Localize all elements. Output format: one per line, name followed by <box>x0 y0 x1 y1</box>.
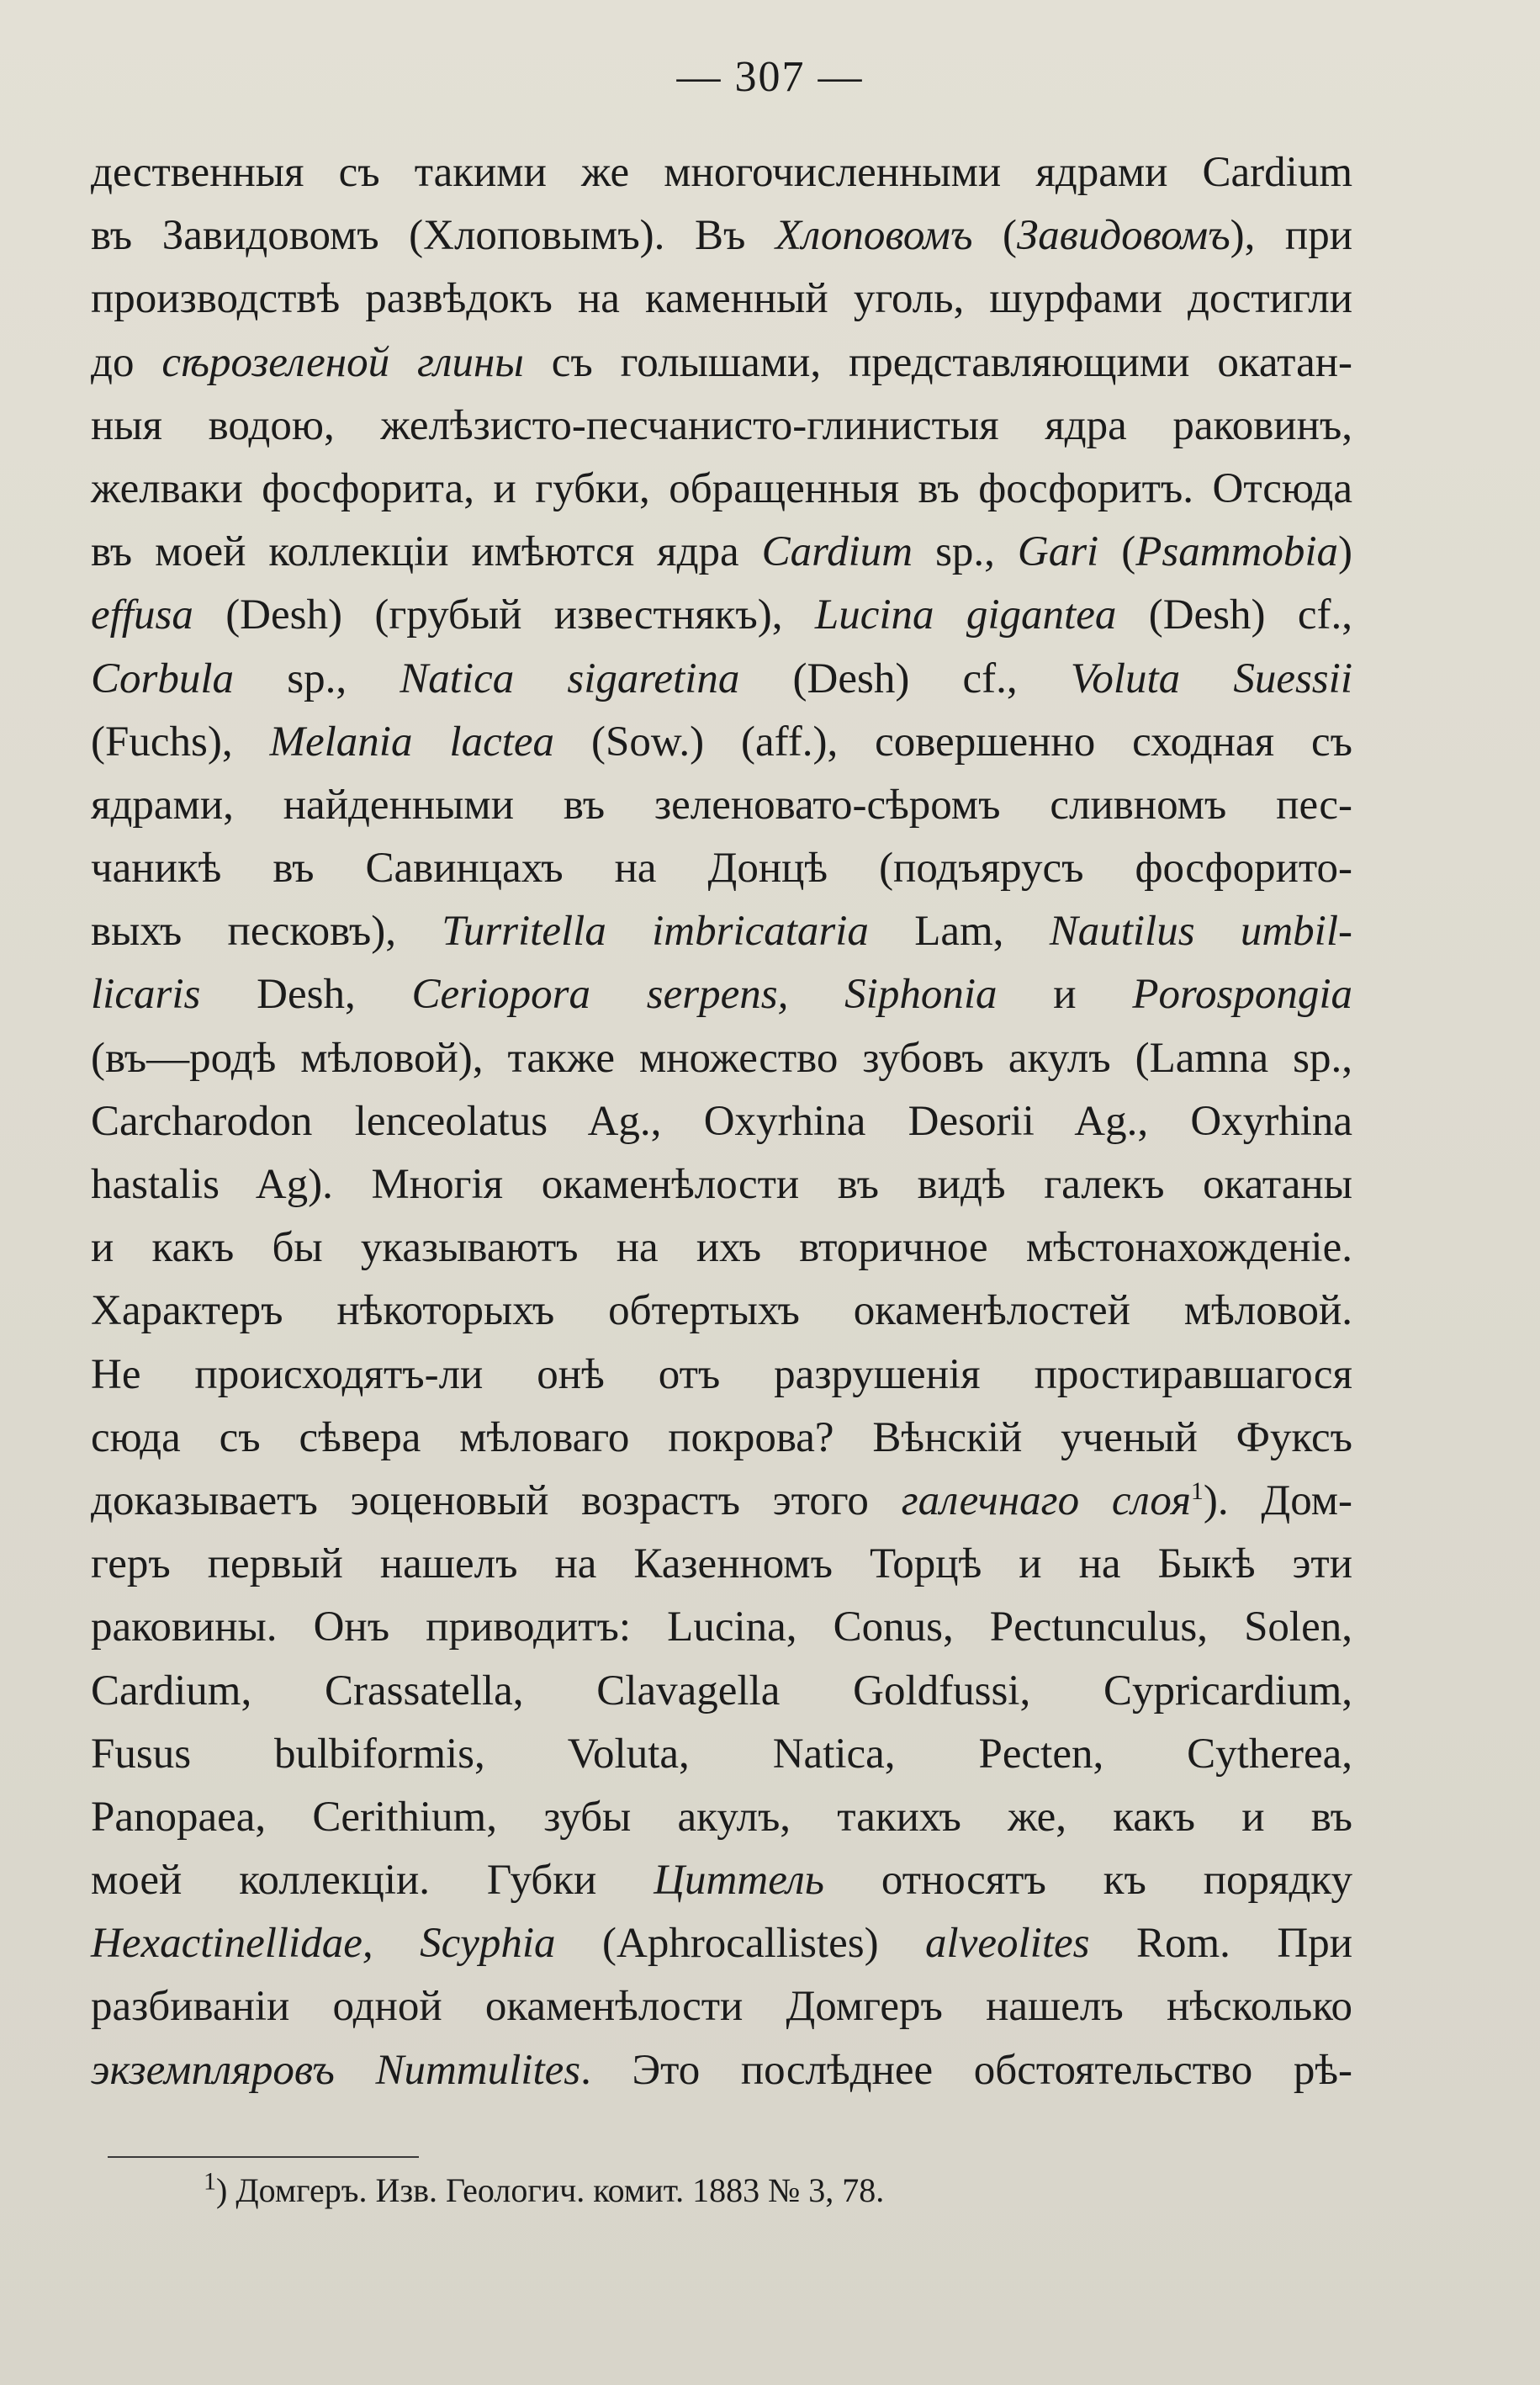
italic-text: Завидовомъ <box>1016 212 1230 260</box>
text-line <box>91 1786 1352 1849</box>
italic-text: Cardium <box>761 528 913 576</box>
italic-text: Melania lactea <box>269 718 555 766</box>
text-segment: относятъ къ порядку <box>824 1857 1352 1905</box>
italic-text: сѣрозеленой глины <box>161 338 524 386</box>
text-line <box>91 1660 1352 1723</box>
italic-text: Циттель <box>654 1857 825 1905</box>
italic-text: галечнаго слоя <box>901 1476 1191 1524</box>
text-line <box>91 1723 1352 1786</box>
text-segment: и какъ бы указываютъ на ихъ вторичное мѣстонахожденіе. <box>91 1224 1352 1272</box>
italic-text: Corbula <box>91 655 235 702</box>
text-segment: ( <box>972 212 1017 260</box>
italic-text: Lucina gigantea <box>814 591 1117 639</box>
italic-text: Psammobia <box>1135 528 1339 576</box>
text-line <box>91 1090 1352 1153</box>
text-segment: ) <box>1338 528 1353 576</box>
text-segment: (Desh) cf., <box>739 655 1071 702</box>
footnote-rule <box>108 2156 419 2158</box>
text-line <box>91 331 1352 395</box>
text-segment: Cardium, Crassatella, Clavagella Goldfussi, Cypricardium, <box>91 1667 1352 1715</box>
italic-text: Gari <box>1017 528 1099 576</box>
footnote-marker: 1 <box>204 2167 216 2196</box>
text-segment: чаникѣ въ Савинцахъ на Донцѣ (подъярусъ фосфорито- <box>91 845 1352 893</box>
text-line <box>91 648 1352 711</box>
text-segment: ныя водою, желѣзисто-песчанисто-глинистыя ядра раковинъ, <box>91 401 1352 449</box>
text-line <box>91 1849 1352 1912</box>
text-line <box>91 900 1352 963</box>
text-segment: ядрами, найденными въ зеленовато-сѣромъ сливномъ пес- <box>91 781 1352 829</box>
text-segment: (Desh) (грубый известнякъ), <box>193 591 815 639</box>
text-line <box>91 141 1352 204</box>
text-segment: разбиваніи одной окаменѣлости Домгеръ нашелъ нѣсколько <box>91 1983 1352 2031</box>
italic-text: экземпляровъ Nummulites <box>91 2046 581 2094</box>
text-segment: выхъ песковъ), <box>91 908 442 956</box>
text-segment: съ голышами, представляющими окатан- <box>523 338 1352 386</box>
text-segment: геръ первый нашелъ на Казенномъ Торцѣ и на Быкѣ эти <box>91 1540 1352 1588</box>
footnote-reference: 1 <box>1190 1476 1204 1505</box>
footnote <box>204 2169 1381 2213</box>
italic-text: alveolites <box>925 1920 1090 1968</box>
italic-text: effusa <box>91 591 193 639</box>
text-line <box>91 2039 1352 2102</box>
text-segment: Desh, <box>200 971 412 1019</box>
text-segment: раковины. Онъ приводитъ: Lucina, Conus, Pectunculus, Solen, <box>91 1603 1352 1651</box>
text-line <box>91 963 1352 1026</box>
text-line <box>91 268 1352 331</box>
text-line <box>91 1407 1352 1470</box>
text-segment: ), при <box>1230 212 1353 260</box>
text-segment: Характеръ нѣкоторыхъ обтертыхъ окаменѣлостей мѣловой. <box>91 1287 1352 1335</box>
italic-text: Хлоповомъ <box>775 212 973 260</box>
text-segment: sp., <box>913 528 1018 576</box>
text-segment: Lam, <box>868 908 1050 956</box>
text-segment: Panopaea, Cerithium, зубы акулъ, такихъ же, какъ и въ <box>91 1793 1352 1841</box>
text-line <box>91 1153 1352 1216</box>
italic-text: Porospongia <box>1132 971 1352 1019</box>
text-segment: (въ—родѣ мѣловой), также множество зубовъ акулъ (Lamna sp., <box>91 1034 1352 1082</box>
text-line <box>91 1027 1352 1090</box>
italic-text: Voluta Suessii <box>1070 655 1352 702</box>
text-segment: въ Завидовомъ (Хлоповымъ). Въ <box>91 212 775 260</box>
text-segment: hastalis Ag). Многія окаменѣлости въ видѣ галекъ окатаны <box>91 1161 1352 1208</box>
text-line <box>91 1344 1352 1407</box>
text-line <box>91 837 1352 900</box>
text-segment: производствѣ развѣдокъ на каменный уголь, шурфами достигли <box>91 275 1352 323</box>
text-segment: въ моей коллекціи имѣются ядра <box>91 528 762 576</box>
text-line <box>91 204 1352 268</box>
text-segment: (Desh) cf., <box>1116 591 1352 639</box>
italic-text: Turritella imbricataria <box>442 908 869 956</box>
text-line <box>91 1280 1352 1343</box>
text-line <box>91 584 1352 647</box>
italic-text: licaris <box>91 971 201 1019</box>
text-line <box>91 521 1352 584</box>
text-segment: ). Дом- <box>1203 1476 1352 1524</box>
text-segment: сюда съ сѣвера мѣловаго покрова? Вѣнскій ученый Фуксъ <box>91 1413 1352 1461</box>
text-segment: . Это послѣднее обстоятельство рѣ- <box>580 2046 1352 2094</box>
text-segment: Rom. При <box>1089 1920 1352 1968</box>
text-segment: (Sow.) (aff.), совершенно сходная съ <box>554 718 1352 766</box>
text-segment: желваки фосфорита, и губки, обращенныя въ фосфоритъ. Отсюда <box>91 464 1352 512</box>
text-segment: ( <box>1098 528 1136 576</box>
text-line <box>91 1533 1352 1596</box>
text-segment: sp., <box>234 655 400 702</box>
body-text <box>91 141 1352 2102</box>
text-segment: моей коллекціи. Губки <box>91 1857 654 1905</box>
text-line <box>91 1596 1352 1659</box>
text-segment: Fusus bulbiformis, Voluta, Natica, Pecten, Cytherea, <box>91 1730 1352 1778</box>
text-line <box>91 1975 1352 2038</box>
text-line <box>91 395 1352 458</box>
italic-text: Ceriopora serpens, Siphonia <box>411 971 998 1019</box>
text-line <box>91 1912 1352 1975</box>
text-segment: и <box>997 971 1133 1019</box>
footnote-text: ) Домгеръ. Изв. Геологич. комит. 1883 № 3, 78. <box>216 2171 885 2209</box>
text-segment: доказываетъ эоценовый возрастъ этого <box>91 1476 902 1524</box>
text-line <box>91 1470 1352 1533</box>
text-segment: (Aphrocallistes) <box>555 1920 926 1968</box>
text-line <box>91 711 1352 774</box>
text-line <box>91 1216 1352 1280</box>
italic-text: Hexactinellidae, Scyphia <box>91 1920 556 1968</box>
text-segment: дественныя съ такими же многочисленными ядрами Cardium <box>91 149 1352 196</box>
text-line <box>91 458 1352 521</box>
italic-text: Natica sigaretina <box>400 655 740 702</box>
text-segment: Не происходятъ-ли онѣ отъ разрушенія простиравшагося <box>91 1350 1352 1398</box>
text-segment: Carcharodon lenceolatus Ag., Oxyrhina Desorii Ag., Oxyrhina <box>91 1097 1352 1145</box>
text-segment: (Fuchs), <box>91 718 270 766</box>
text-segment: до <box>91 338 162 386</box>
italic-text: Nautilus umbil- <box>1049 908 1352 956</box>
text-line <box>91 774 1352 837</box>
page-number: — 307 — <box>676 53 864 101</box>
